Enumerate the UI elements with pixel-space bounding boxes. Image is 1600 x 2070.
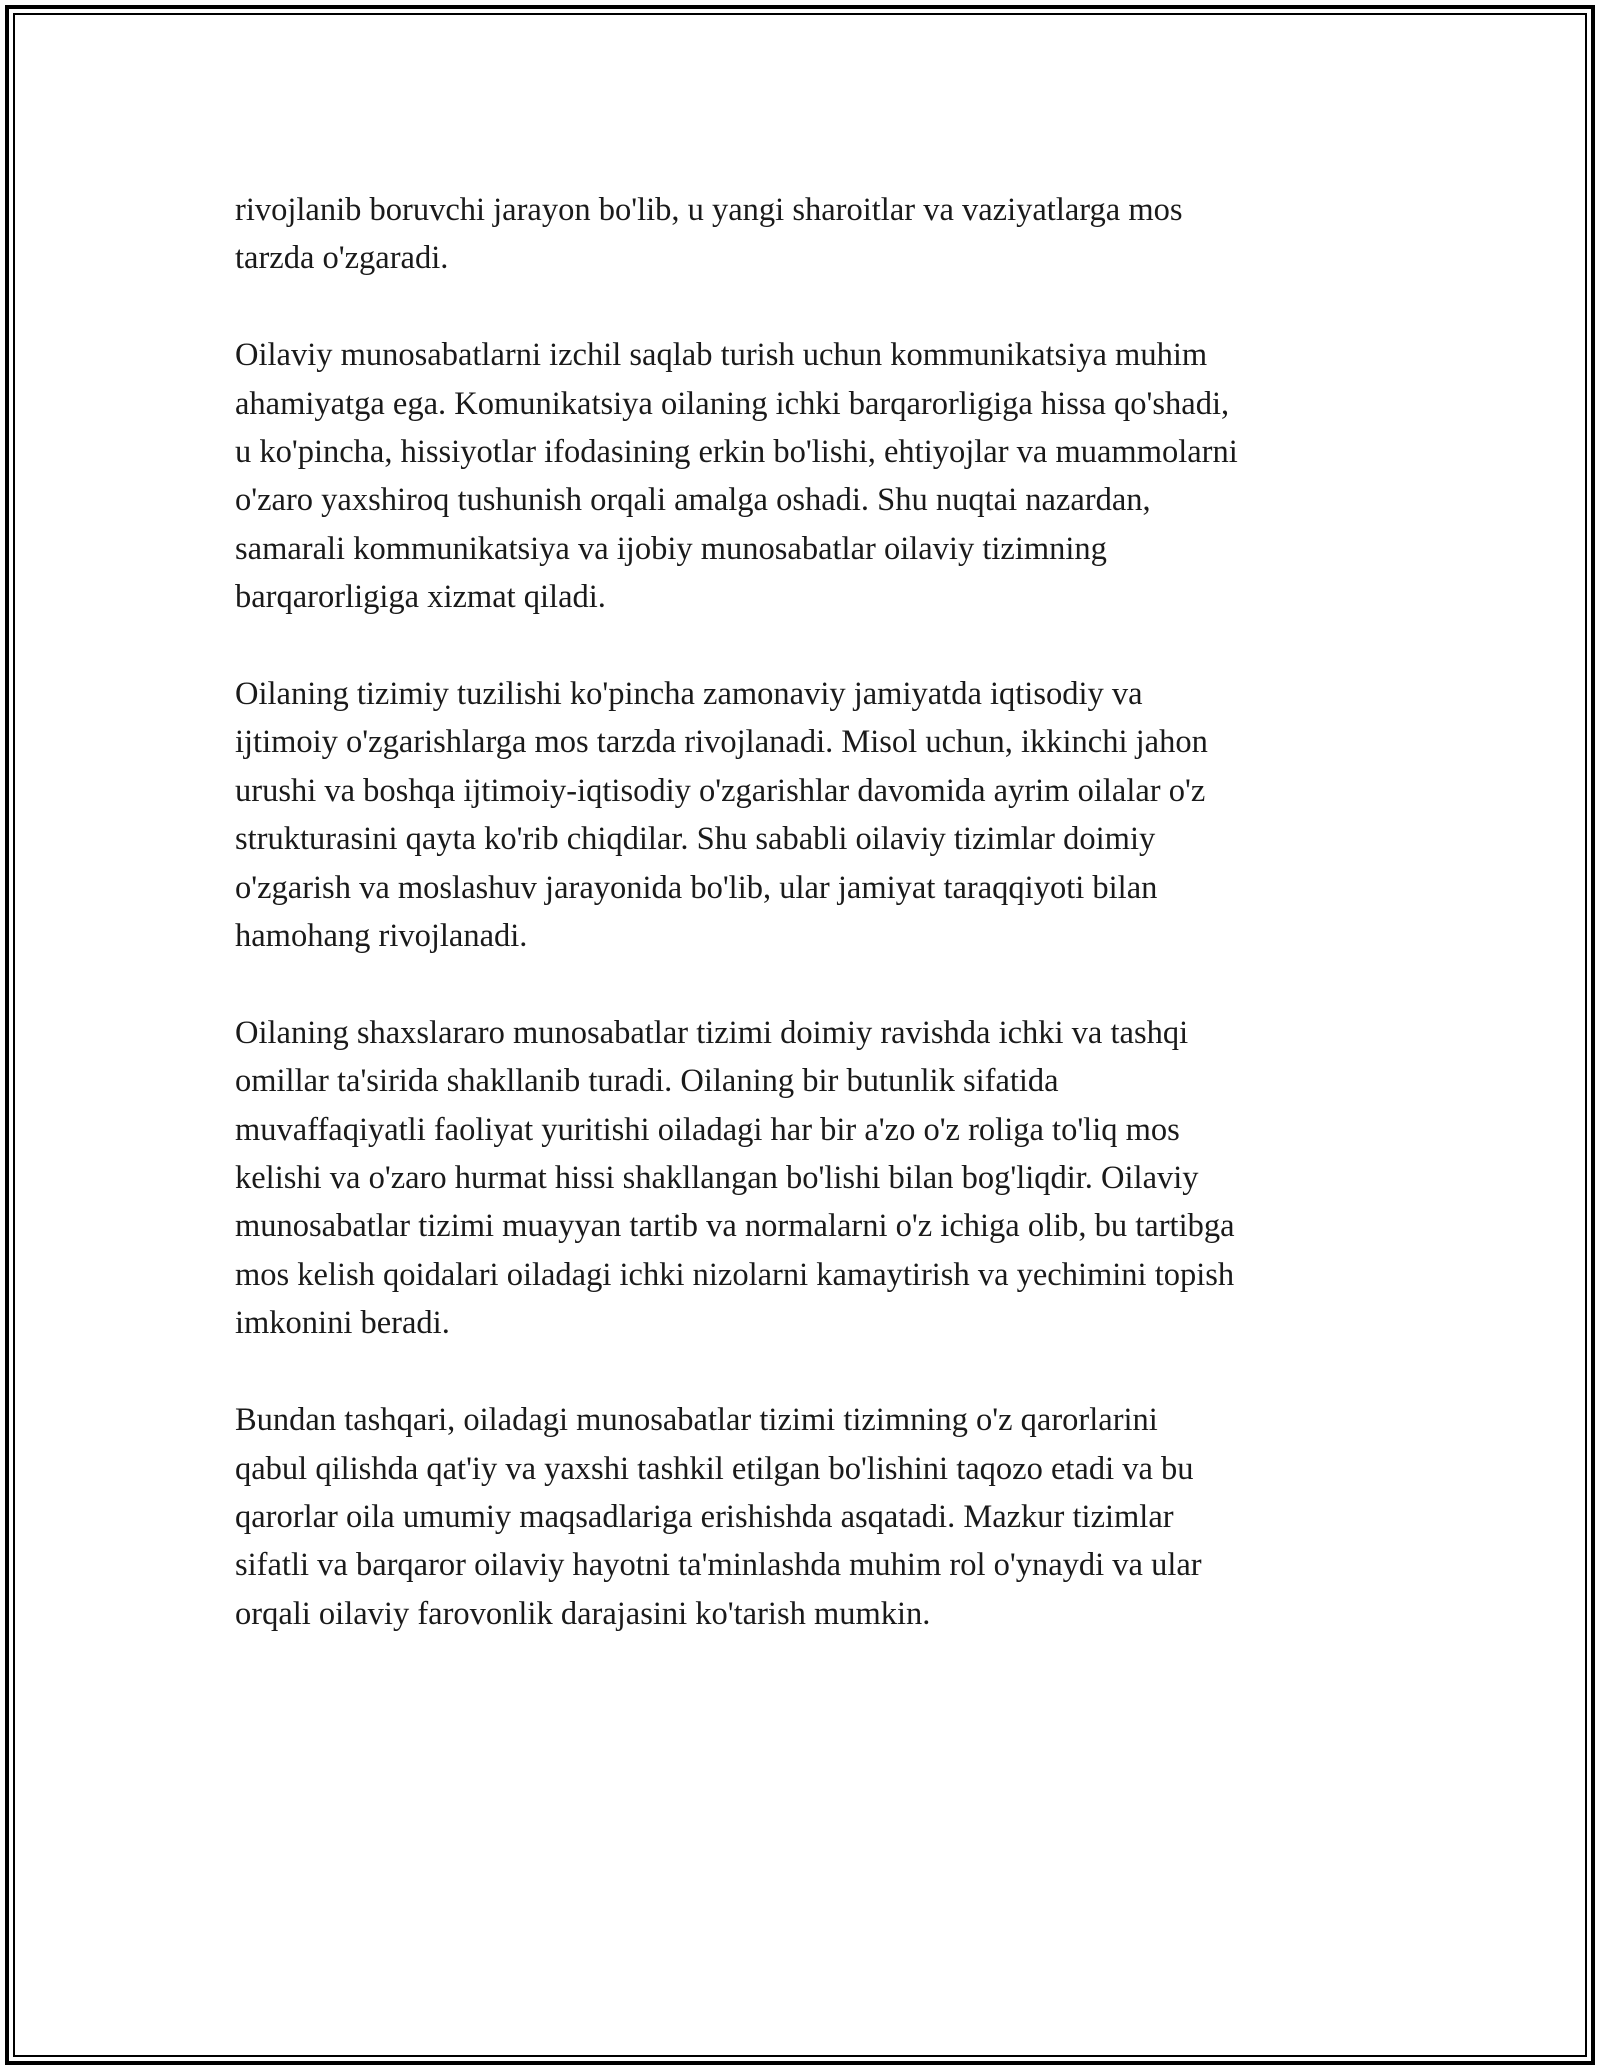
paragraph-1: rivojlanib boruvchi jarayon bo'lib, u yangi sharoitlar va vaziyatlarga mos tarzda o'zgaradi. (235, 192, 1183, 277)
paragraph-2: Oilaviy munosabatlarni izchil saqlab turish uchun kommunikatsiya muhim ahamiyatga ega. Komunikatsiya oilaning ichki barqarorligiga hissa qo'shadi, u ko'pincha, hissiyotlar ifodasining erkin bo'lishi, ehtiyojlar va muammolarni o'zaro yaxshiroq tushunish orqali amalga oshadi. Shu nuqtai nazardan, samarali kommunikatsiya va ijobiy munosabatlar oilaviy tizimning barqarorligiga xizmat qiladi. (235, 337, 1238, 616)
paragraph-4: Oilaning shaxslararo munosabatlar tizimi doimiy ravishda ichki va tashqi omillar ta'sirida shakllanib turadi. Oilaning bir butunlik sifatida muvaffaqiyatli faoliyat yuritishi oiladagi har bir a'zo o'z roliga to'liq mos kelishi va o'zaro hurmat hissi shakllangan bo'lishi bilan bog'liqdir. Oilaviy munosabatlar tizimi muayyan tartib va normalarni o'z ichiga olib, bu tartibga mos kelish qoidalari oiladagi ichki nizolarni kamaytirish va yechimini topish imkonini beradi. (235, 1014, 1235, 1342)
paragraph-5: Bundan tashqari, oiladagi munosabatlar tizimi tizimning o'z qarorlarini qabul qilishda qat'iy va yaxshi tashkil etilgan bo'lishini taqozo etadi va bu qarorlar oila umumiy maqsadlariga erishishda asqatadi. Mazkur tizimlar sifatli va barqaror oilaviy hayotni ta'minlashda muhim rol o'ynaydi va ular orqali oilaviy farovonlik darajasini ko'tarish mumkin. (235, 1402, 1202, 1632)
document-body (235, 186, 1375, 1687)
paragraph-3: Oilaning tizimiy tuzilishi ko'pincha zamonaviy jamiyatda iqtisodiy va ijtimoiy o'zgarishlarga mos tarzda rivojlanadi. Misol uchun, ikkinchi jahon urushi va boshqa ijtimoiy-iqtisodiy o'zgarishlar davomida ayrim oilalar o'z strukturasini qayta ko'rib chiqdilar. Shu sababli oilaviy tizimlar doimiy o'zgarish va moslashuv jarayonida bo'lib, ular jamiyat taraqqiyoti bilan hamohang rivojlanadi. (235, 676, 1208, 955)
